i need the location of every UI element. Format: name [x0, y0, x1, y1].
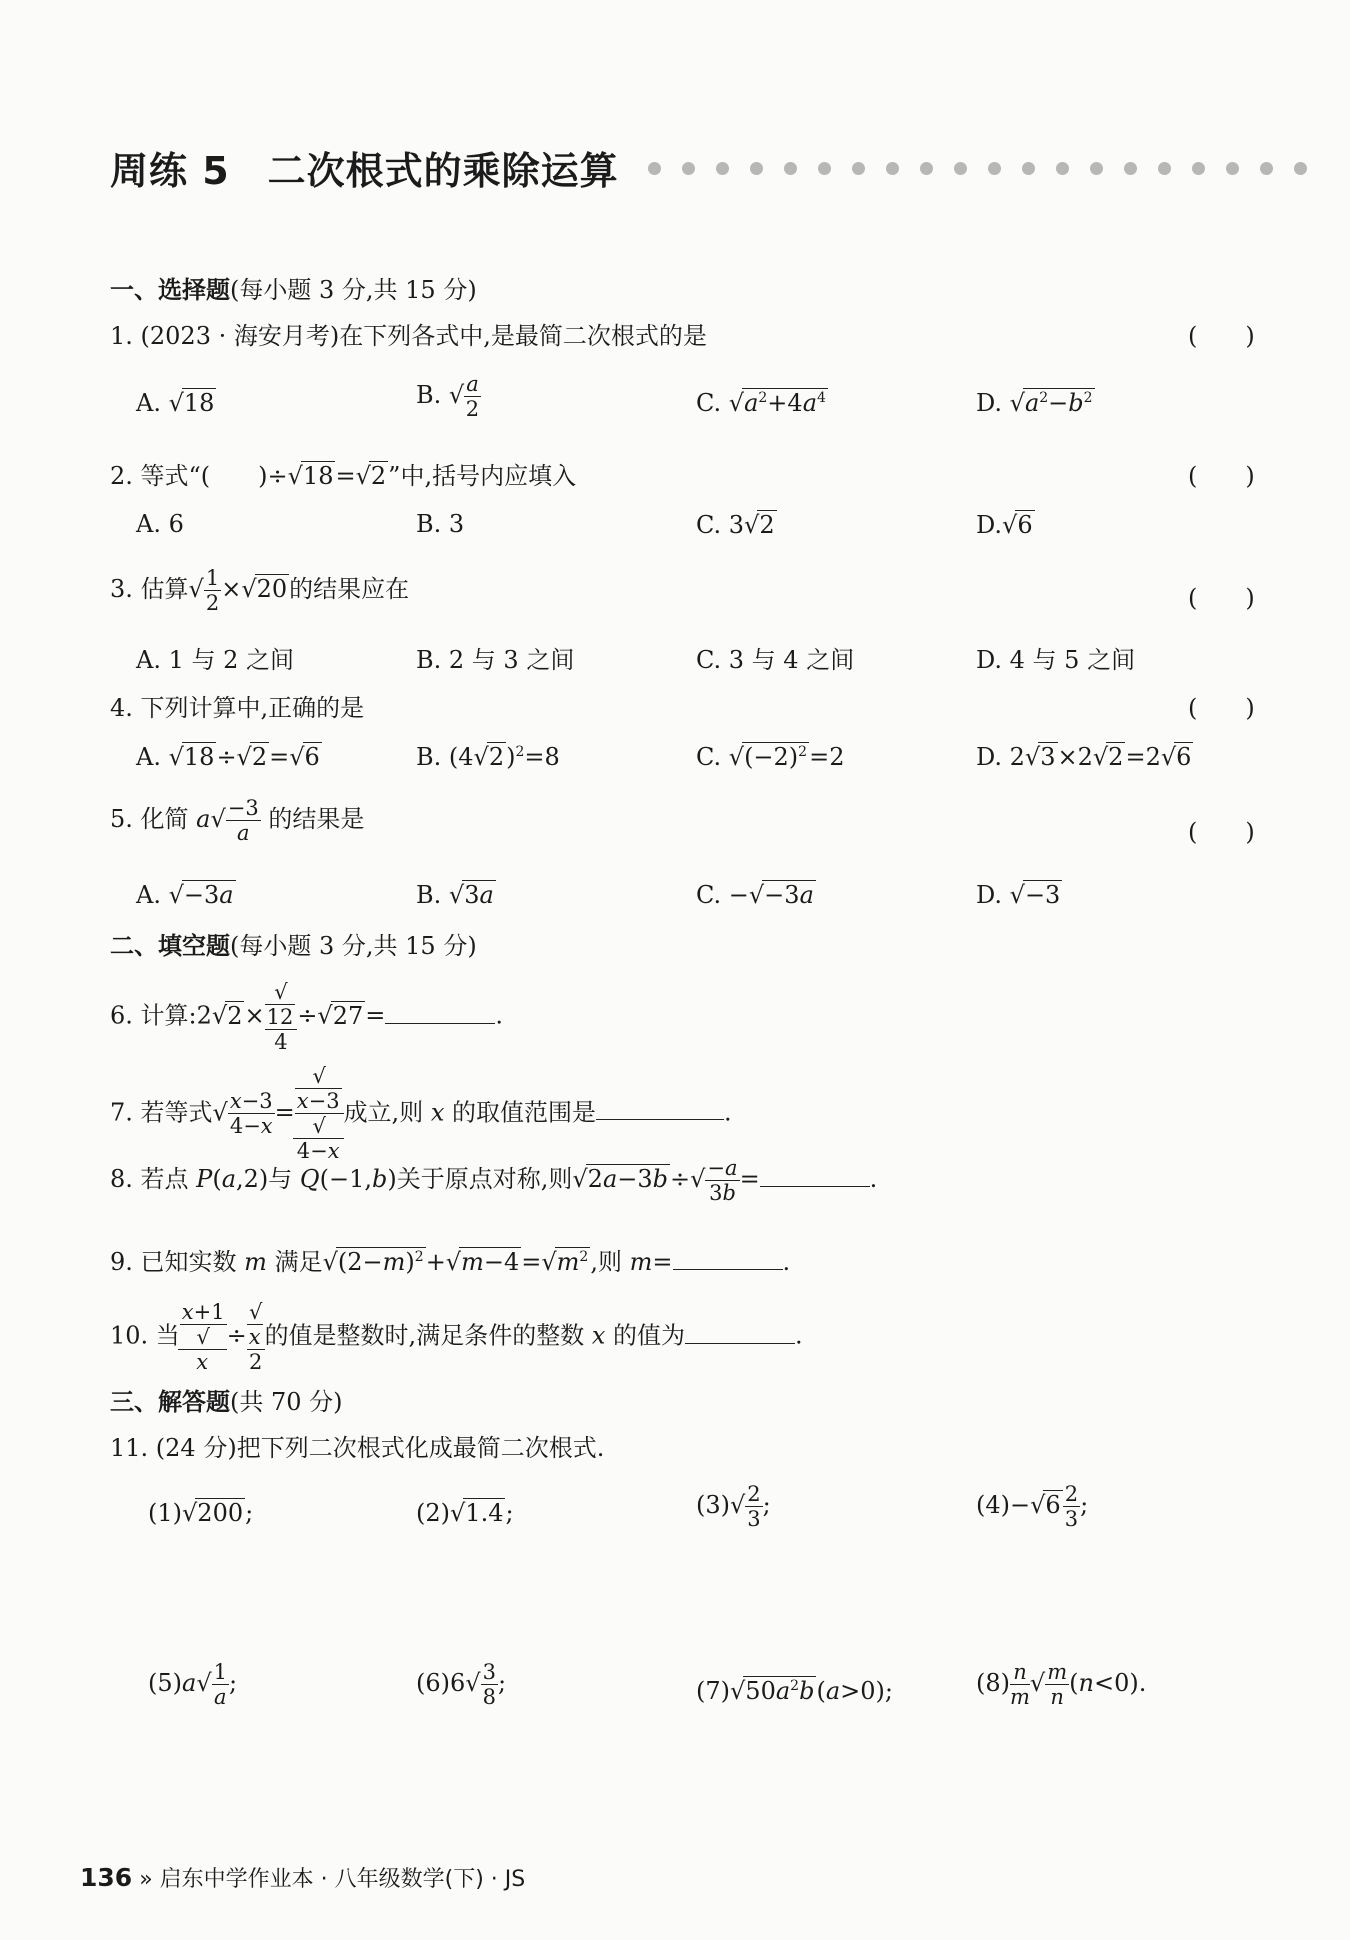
question-6: 6. 计算:2√2× √ 12 4 ÷√27= . [110, 980, 504, 1055]
question-11: 11. (24 分)把下列二次根式化成最简二次根式. [110, 1434, 605, 1462]
question-5: 5. 化简 a√ $\frac{-3}{a}$ 的结果是 [110, 796, 365, 846]
section-solve-title: 三、解答题(共 70 分) [110, 1388, 343, 1416]
q11-part-3: (3)√ $\frac{2}{3}$ ; [696, 1482, 771, 1532]
q11-part-1: (1)√200; [148, 1499, 254, 1527]
q2-option-a[interactable]: A. 6 [136, 510, 184, 538]
q11-part-4: (4)−√6 $\frac{2}{3}$ ; [976, 1482, 1089, 1532]
question-9: 9. 已知实数 m 满足$√(2-m)^2+√m-4=√m^2$,则 m= . [110, 1248, 791, 1276]
section-choice-title: 一、选择题(每小题 3 分,共 15 分) [110, 276, 477, 304]
page-number: 136 [80, 1863, 133, 1892]
q11-part-2: (2)√1.4; [416, 1499, 514, 1527]
footer-arrow-icon: » [139, 1867, 153, 1892]
section-fill-title: 二、填空题(每小题 3 分,共 15 分) [110, 932, 477, 960]
q5-option-c[interactable]: C. −√−3a [696, 881, 814, 909]
answer-paren-1[interactable]: ( ) [1188, 322, 1255, 350]
q2-option-b[interactable]: B. 3 [416, 510, 465, 538]
q3-option-b[interactable]: B. 2 与 3 之间 [416, 646, 575, 674]
answer-paren-3[interactable]: ( ) [1188, 584, 1255, 612]
q4-option-d[interactable]: D. 2√3×2√2=2√6 [976, 743, 1192, 771]
q3-option-a[interactable]: A. 1 与 2 之间 [136, 646, 295, 674]
question-2: 2. 等式“( )÷√18=√2”中,括号内应填入 [110, 462, 577, 490]
answer-blank-9[interactable] [673, 1251, 783, 1270]
book-title: 启东中学作业本 · 八年级数学(下) · JS [159, 1867, 526, 1892]
q11-part-7: $(7)√50a^2b(a>0)$; [696, 1677, 893, 1705]
q11-part-5: (5)a√ $\frac{1}{a}$ ; [148, 1660, 238, 1710]
question-4: 4. 下列计算中,正确的是 [110, 694, 365, 722]
q5-option-d[interactable]: D. √−3 [976, 881, 1061, 909]
q4-option-b[interactable]: B. $(4√2)^2=8$ [416, 743, 560, 771]
answer-blank-6[interactable] [385, 1005, 495, 1024]
q4-option-c[interactable]: C. $√(-2)^2=2$ [696, 743, 845, 771]
question-10: 10. 当 x+1 √ x ÷ √ x 2 的值是整数时,满足条件的整数 x 的值为 . [110, 1300, 803, 1375]
q5-option-a[interactable]: A. √−3a [136, 881, 234, 909]
q1-option-a[interactable]: A. √18 [136, 389, 215, 417]
answer-paren-4[interactable]: ( ) [1188, 694, 1255, 722]
q1-option-d[interactable]: D. $√a^2-b^2$ [976, 389, 1093, 417]
q5-option-b[interactable]: B. √3a [416, 881, 494, 909]
question-7: 7. 若等式√ $\frac{x-3}{4-x}$ = √ x−3 √ 4−x 成立,则 x 的取值范围是 . [110, 1064, 732, 1164]
q3-option-d[interactable]: D. 4 与 5 之间 [976, 646, 1136, 674]
q4-option-a[interactable]: A. √18÷√2=√6 [136, 743, 320, 771]
q1-option-c[interactable]: C. $√a^2+4a^4$ [696, 389, 826, 417]
q2-option-c[interactable]: C. 3√2 [696, 511, 775, 539]
answer-paren-2[interactable]: ( ) [1188, 462, 1255, 490]
q2-option-d[interactable]: D.√6 [976, 511, 1033, 539]
answer-blank-7[interactable] [596, 1101, 724, 1120]
answer-paren-5[interactable]: ( ) [1188, 818, 1255, 846]
q3-option-c[interactable]: C. 3 与 4 之间 [696, 646, 855, 674]
page-footer [80, 1862, 525, 1893]
page-title: 周练 5 二次根式的乘除运算 [110, 149, 619, 193]
q11-part-6: (6)6√ $\frac{3}{8}$ ; [416, 1660, 507, 1710]
answer-blank-10[interactable] [685, 1325, 795, 1344]
title-dot-rule [648, 162, 1338, 178]
question-1: 1. (2023 · 海安月考)在下列各式中,是最简二次根式的是 [110, 322, 707, 350]
q1-option-b[interactable]: B. √ $\frac{a}{2}$ [416, 372, 480, 422]
question-3: 3. 估算√ $\frac{1}{2}$ ×√20的结果应在 [110, 566, 410, 616]
q11-part-8: (8) $\frac{n}{m}$ √ $\frac{m}{n}$ (n<0). [976, 1660, 1147, 1710]
question-8: 8. 若点 P(a,2)与 Q(−1,b)关于原点对称,则√2a−3b÷√ $\frac{-a}{3b}$ = . [110, 1156, 878, 1206]
answer-blank-8[interactable] [760, 1168, 870, 1187]
